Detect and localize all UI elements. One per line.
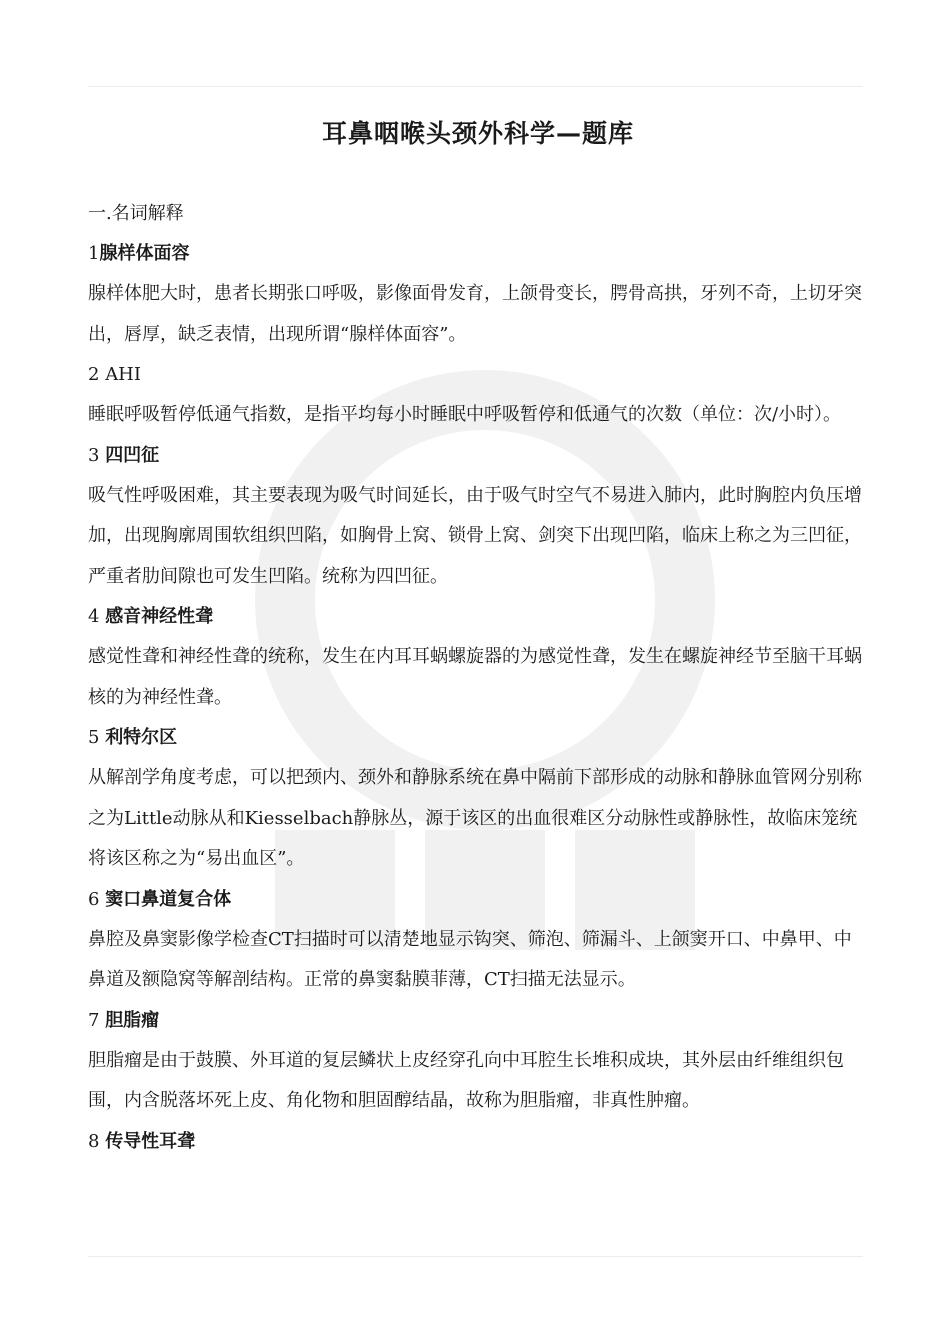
entry-term — [88, 880, 868, 920]
entry-term-name: 感音神经性聋 — [105, 606, 214, 627]
entry-7 — [88, 1001, 868, 1122]
entry-term — [88, 718, 868, 758]
entry-term — [88, 1122, 868, 1162]
entry-term-name: AHI — [105, 364, 141, 385]
entry-4 — [88, 597, 868, 718]
entry-number: 7 — [88, 1009, 106, 1031]
entry-term-name: 四凹征 — [105, 444, 160, 466]
entry-3 — [88, 436, 868, 598]
entry-term-name: 腺样体面容 — [99, 243, 190, 264]
entry-number: 3 — [88, 444, 106, 466]
footer-rule — [88, 1256, 863, 1257]
document-body — [88, 110, 868, 1162]
entry-definition: 吸气性呼吸困难，其主要表现为吸气时间延长，由于吸气时空气不易进入肺内，此时胸腔内负压增加，出现胸廓周围软组织凹陷，如胸骨上窝、锁骨上窝、剑突下出现凹陷，临床上称之为三凹征，严重者肋间隙也可发生凹陷。统称为四凹征。 — [88, 484, 862, 587]
entry-term-name: 窦口鼻道复合体 — [105, 888, 232, 910]
entry-term — [88, 234, 868, 274]
entry-number: 4 — [88, 606, 106, 627]
entry-definition: 胆脂瘤是由于鼓膜、外耳道的复层鳞状上皮经穿孔向中耳腔生长堆积成块，其外层由纤维组织包围，内含脱落坏死上皮、角化物和胆固醇结晶，故称为胆脂瘤，非真性肿瘤。 — [88, 1049, 844, 1111]
entry-term-name: 利特尔区 — [105, 727, 178, 748]
entry-definition: 腺样体肥大时，患者长期张口呼吸，影像面骨发育，上颌骨变长，腭骨高拱，牙列不奇，上切牙突出，唇厚，缺乏表情，出现所谓“腺样体面容”。 — [88, 283, 862, 345]
entry-term — [88, 436, 868, 476]
entry-number: 1 — [88, 243, 100, 264]
entry-term-name: 传导性耳聋 — [105, 1130, 196, 1152]
entry-term — [88, 1001, 868, 1041]
entry-6 — [88, 880, 868, 1001]
entry-number: 2 — [88, 364, 106, 385]
entry-1 — [88, 234, 868, 355]
entry-number: 6 — [88, 888, 106, 910]
entry-number: 8 — [88, 1130, 106, 1152]
entry-2 — [88, 355, 868, 436]
entry-number: 5 — [88, 727, 106, 748]
entry-8 — [88, 1122, 868, 1162]
entry-definition: 从解剖学角度考虑，可以把颈内、颈外和静脉系统在鼻中隔前下部形成的动脉和静脉血管网分别称之为Little动脉从和Kiesselbach静脉丛，源于该区的出血很难区分动脉性或静脉性，故临床笼统将该区称之为“易出血区”。 — [88, 767, 862, 869]
entry-definition: 感觉性聋和神经性聋的统称，发生在内耳耳蜗螺旋器的为感觉性聋，发生在螺旋神经节至脑干耳蜗核的为神经性聋。 — [88, 646, 862, 708]
entry-term-name: 胆脂瘤 — [105, 1009, 160, 1031]
document-title: 耳鼻咽喉头颈外科学—题库 — [321, 119, 634, 148]
header-rule — [88, 86, 863, 87]
section-heading: 一.名词解释 — [88, 203, 184, 224]
entry-term — [88, 597, 868, 637]
entry-5 — [88, 718, 868, 880]
entry-definition: 鼻腔及鼻窦影像学检查CT扫描时可以清楚地显示钩突、筛泡、筛漏斗、上颌窦开口、中鼻甲、中鼻道及额隐窝等解剖结构。正常的鼻窦黏膜菲薄，CT扫描无法显示。 — [88, 928, 852, 990]
entry-term — [88, 355, 868, 395]
entry-definition: 睡眠呼吸暂停低通气指数，是指平均每小时睡眠中呼吸暂停和低通气的次数（单位：次/小时）。 — [88, 404, 842, 425]
